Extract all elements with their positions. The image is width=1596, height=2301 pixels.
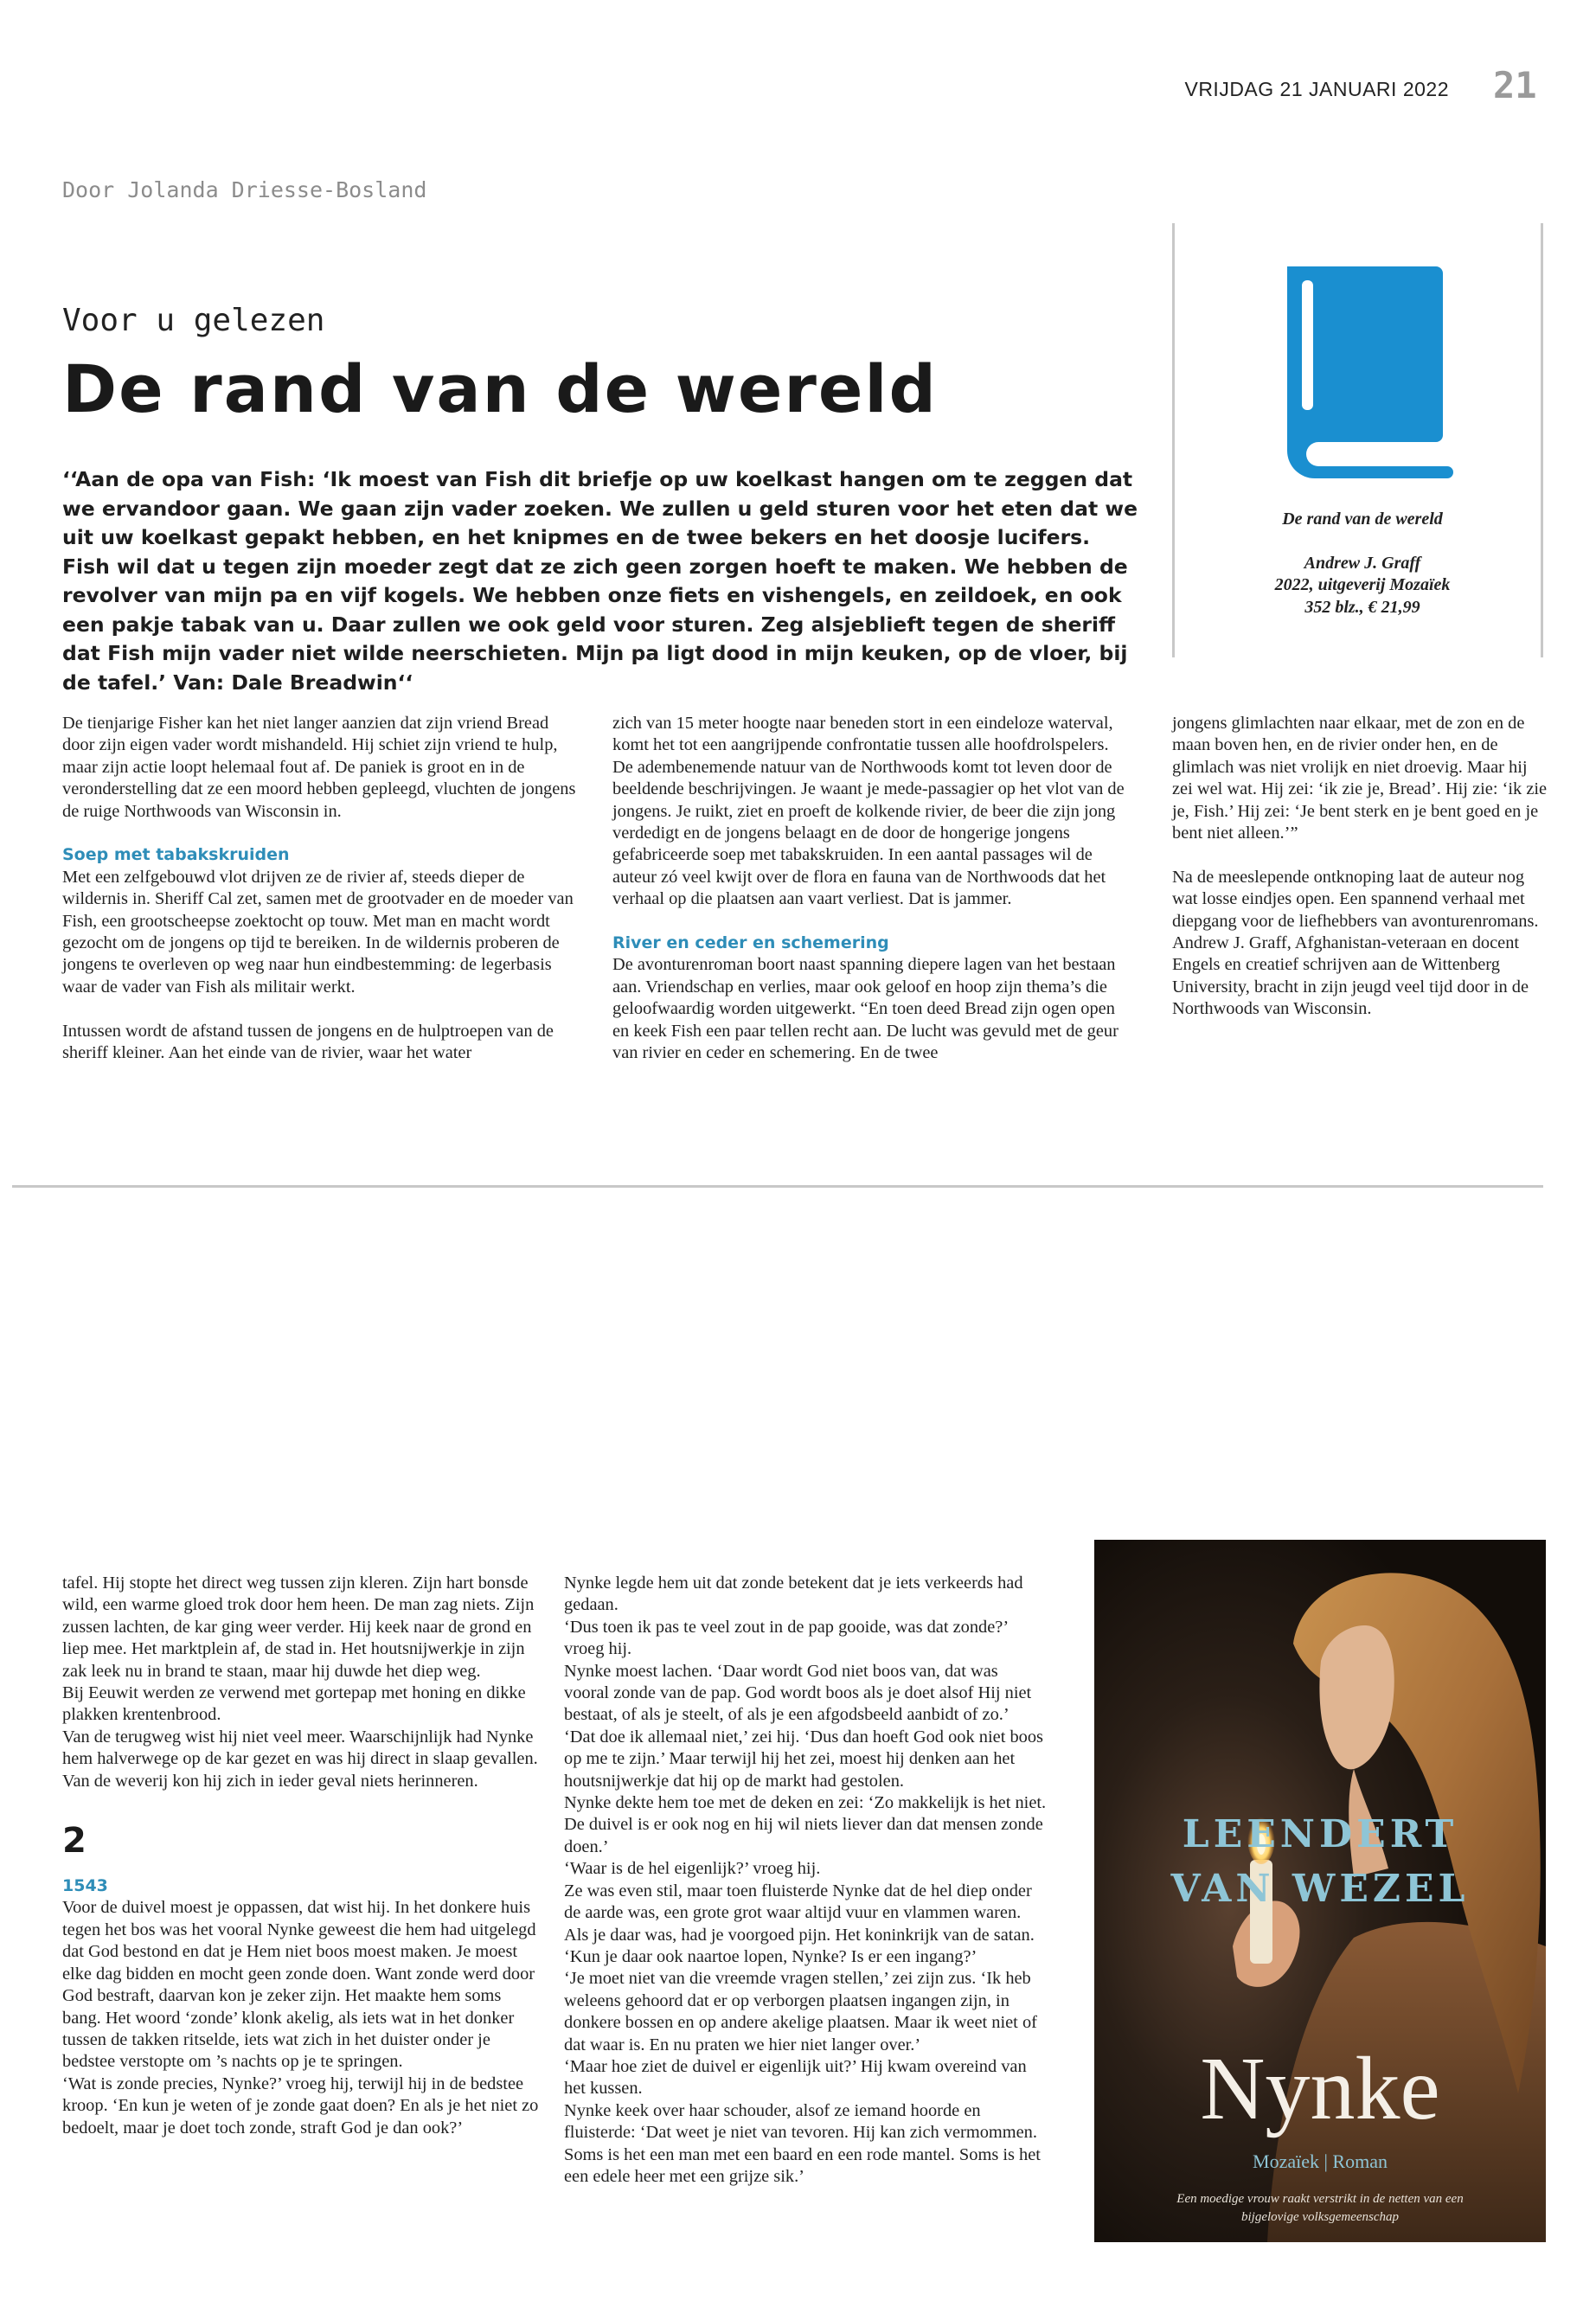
book-info <box>1189 509 1535 619</box>
section-kicker: Voor u gelezen <box>62 303 325 338</box>
paragraph: Van de terugweg wist hij niet veel meer. Waarschijnlijk had Nynke hem halverwege op de kar gezet en was hij direct in slaap gevallen. Van de weverij kon hij zich in ieder geval niets herinneren. <box>62 1727 538 1791</box>
subheading: Soep met tabakskruiden <box>62 845 290 865</box>
article-column-3 <box>1172 713 1549 1021</box>
subheading: River en ceder en schemering <box>612 933 889 953</box>
paragraph: Intussen wordt de afstand tussen de jongens en de hulptroepen van de sheriff kleiner. Aan het einde van de rivier, waar het water <box>62 1021 554 1063</box>
paragraph: Bij Eeuwit werden ze verwend met gortepap met honing en dikke plakken krentenbrood. <box>62 1683 526 1725</box>
paragraph: ‘Maar hoe ziet de duivel er eigenlijk uit?’ Hij kwam overeind van het kussen. <box>564 2056 1027 2099</box>
book-icon <box>1272 266 1453 483</box>
paragraph: ‘Je moet niet van die vreemde vragen stellen,’ zei zijn zus. ‘Ik heb weleens gehoord dat er op verborgen plaatsen ingangen zijn, in donkere bossen en op andere akelige plaatsen. Maar ik weet niet of dat waar is. En nu praten we hier niet langer over.’ <box>564 1969 1037 2054</box>
book-title: De rand van de wereld <box>1282 510 1443 529</box>
paragraph: ‘Kun je daar ook naartoe lopen, Nynke? Is er een ingang?’ <box>564 1946 977 1966</box>
lead-quote: ‘‘Aan de opa van Fish: ‘Ik moest van Fish dit briefje op uw koelkast hangen om te zeggen dat we ervandoor gaan. We gaan zijn vader zoeken. We zullen u geld sturen voor het eten dat we uit uw koelkast gepakt hebben, en het knipmes en de twee bekers en het doosje lucifers. Fish wil dat u tegen zijn moeder zegt dat ze zich geen zorgen hoeft te maken. We hebben de revolver van mijn pa en vijf kogels. We hebben onze fiets en vishengels, en zeildoek, en ook een pakje tabak van u. Daar zullen we ook geld voor sturen. Zeg alsjeblieft tegen de sheriff dat Fish mijn vader niet wilde neerschieten. Mijn pa ligt dood in mijn keuken, op de vloer, bij de tafel.’ Van: Dale Breadwin‘‘ <box>62 467 1138 695</box>
byline: Door Jolanda Driesse-Bosland <box>62 177 427 202</box>
book-details: 352 blz., € 21,99 <box>1304 597 1420 617</box>
section-divider <box>12 1185 1543 1188</box>
paragraph: Na de meeslepende ontknoping laat de auteur nog wat losse eindjes open. Een spannend verhaal met diepgang voor de liefhebbers van avonturenromans. Andrew J. Graff, Afghanistan-veteraan en docent Engels en creatief schrijven aan de Wittenberg University, bracht in zijn jeugd veel tijd door in de Northwoods van Wisconsin. <box>1172 867 1539 1019</box>
chapter-year: 1543 <box>62 1876 108 1896</box>
article-column-1 <box>62 713 581 1064</box>
paragraph: ‘Wat is zonde precies, Nynke?’ vroeg hij, terwijl hij in de bedstee kroop. ‘En kun je weten of je zonde gaat doen? En als je het niet zo bedoelt, maar je doet toch zonde, straft God je dan ook?’ <box>62 2073 539 2138</box>
paragraph: Nynke legde hem uit dat zonde betekent dat je iets verkeerds had gedaan. <box>564 1574 1023 1615</box>
chapter-number: 2 <box>62 1821 87 1862</box>
paragraph: De avonturenroman boort naast spanning diepere lagen van het bestaan aan. Vriendschap en verlies, maar ook geloof en hoop zijn thema’s die geloofwaardig worden uitgewerkt. “En toen deed Bread zijn ogen open en keek Fish een paar tellen recht aan. De lucht was gevuld met de geur van rivier en ceder en schemering. En de twee <box>612 955 1118 1063</box>
paragraph: Nynke dekte hem toe met de deken en zei: ‘Zo makkelijk is het niet. De duivel is er ook nog en hij wil niets liever dan dat mensen zonde doen.’ <box>564 1793 1047 1856</box>
serial-column-right <box>564 1573 1047 2188</box>
cover-title: Nynke <box>1200 2039 1440 2138</box>
paragraph: De tienjarige Fisher kan het niet langer aanzien dat zijn vriend Bread door zijn eigen vader wordt mishandeld. Hij schiet zijn vriend te hulp, maar zijn actie loopt helemaal fout af. De paniek is groot en in de veronderstelling dat ze een moord hebben gepleegd, vluchten de jongens de ruige Northwoods van Wisconsin in. <box>62 714 576 821</box>
paragraph: zich van 15 meter hoogte naar beneden stort in een eindeloze waterval, komt het tot een aangrijpende confrontatie tussen alle hoofdrolspelers. De adembenemende natuur van de Northwoods komt tot leven door de beeldende beschrijvingen. Je waant je mede-passagier op het vlot van de jongens. Je ruikt, ziet en proeft de kolkende rivier, de beer die zijn jong verdedigt en de jongens belaagt en de door de hongerige jongens gefabriceerde soep met tabakskruiden. In een aantal passages wil de auteur zó veel kwijt over de flora en fauna van de Northwoods dat het verhaal op die plaatsen aan vaart verliest. Dat is jammer. <box>612 714 1125 909</box>
book-publication: 2022, uitgeverij Mozaïek <box>1274 575 1451 594</box>
paragraph: Nynke moest lachen. ‘Daar wordt God niet boos van, dat was vooral zonde van de pap. God wordt boos als je doet alsof Hij niet bestaat, of als je steelt, of als je een afgodsbeeld aanbidt of zo.’ <box>564 1661 1032 1725</box>
cover-author-line-2: VAN WEZEL <box>1170 1867 1470 1911</box>
book-box-left-border <box>1172 223 1175 657</box>
book-author: Andrew J. Graff <box>1304 553 1421 573</box>
book-cover <box>1094 1540 1546 2242</box>
article-column-2 <box>612 713 1131 1064</box>
serial-column-left <box>62 1573 543 2139</box>
cover-publisher: Mozaïek | Roman <box>1253 2150 1388 2172</box>
paragraph: Voor de duivel moest je oppassen, dat wist hij. In het donkere huis tegen het bos was het vooral Nynke geweest die hem had uitgelegd dat God bestond en dat je Hem niet boos moest maken. Je moest elke dag bidden en mocht geen zonde doen. Want zonde werd door God bestraft, daarvan kon je zeker zijn. Het maakte hem soms bang. Het woord ‘zonde’ klonk akelig, als iets wat in het donker tussen de takken ritselde, iets wat zich in het duister onder je bedstee verstopte om ’s nachts op je te springen. <box>62 1898 536 2072</box>
paragraph: jongens glimlachten naar elkaar, met de zon en de maan boven hen, en de rivier onder hen, en de glimlach was niet vrolijk en niet droevig. Maar hij zei wel wat. Hij zei: ‘ik zie je, Bread’. Hij zie: ‘ik zie je, Fish.’ Hij zei: ‘Je bent sterk en je bent goed en je bent niet alleen.’” <box>1172 714 1548 843</box>
cover-tagline: Een moedige vrouw raakt verstrikt in de netten van een bijgelovige volksgemeenschap <box>1176 2192 1464 2224</box>
article-headline: De rand van de wereld <box>62 350 938 427</box>
paragraph: ‘Waar is de hel eigenlijk?’ vroeg hij. <box>564 1859 821 1879</box>
paragraph: ‘Dat doe ik allemaal niet,’ zei hij. ‘Dus dan hoeft God ook niet boos op me te zijn.’ Maar terwijl hij het zei, moest hij denken aan het houtsnijwerkje dat hij op de markt had gestolen. <box>564 1727 1043 1791</box>
issue-date: VRIJDAG 21 JANUARI 2022 <box>1184 78 1449 100</box>
paragraph: Ze was even stil, maar toen fluisterde Nynke dat de hel diep onder de aarde was, een grote grot waar altijd vuur en vlammen waren. Als je daar was, had je voorgoed pijn. Het koninkrijk van de satan. <box>564 1881 1035 1945</box>
book-box-right-border <box>1541 223 1543 657</box>
paragraph: Nynke keek over haar schouder, alsof ze iemand hoorde en fluisterde: ‘Dat weet je niet van tevoren. Hij kan zich vermommen. Soms is het een man met een baard en een rode mantel. Soms is het een edele heer met een grijze sik.’ <box>564 2100 1041 2186</box>
paragraph: tafel. Hij stopte het direct weg tussen zijn kleren. Zijn hart bonsde wild, een warme gloed trok door hem heen. De man zag niets. Zijn zussen lachten, de kar ging weer verder. Hij keek naar de grond en liep mee. Het marktplein af, de stad in. Het houtsnijwerkje in zijn zak leek nu in brand te staan, maar hij duwde het diep weg. <box>62 1574 535 1681</box>
paragraph: Met een zelfgebouwd vlot drijven ze de rivier af, steeds dieper de wildernis in. Sheriff Cal zet, samen met de grootvader en de moeder van Fish, een grootscheepse zoektocht op touw. Met man en macht wordt gezocht om de jongens op tijd te bereiken. In de wildernis proberen de jongens te overleven op weg naar hun eindbestemming: de legerbasis waar de vader van Fish als militair werkt. <box>62 867 574 997</box>
paragraph: ‘Dus toen ik pas te veel zout in de pap gooide, was dat zonde?’ vroeg hij. <box>564 1617 1008 1659</box>
cover-author-line-1: LEENDERT <box>1182 1812 1458 1856</box>
page-number: 21 <box>1493 64 1537 106</box>
